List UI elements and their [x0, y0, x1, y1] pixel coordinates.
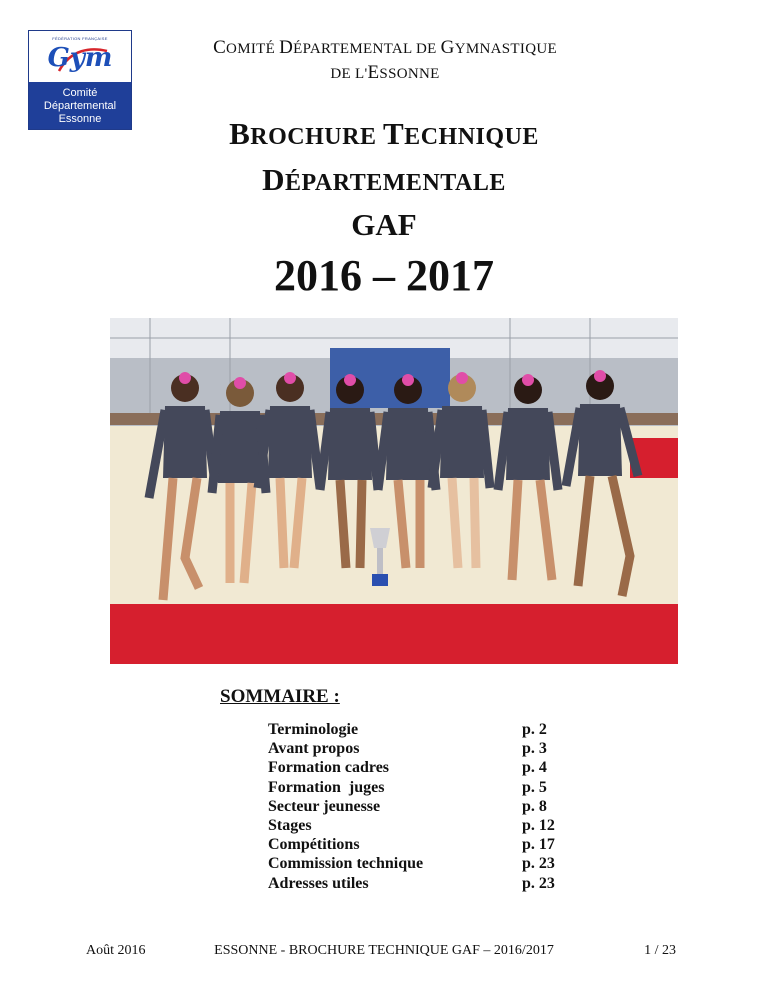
- committee-name: COMITÉ DÉPARTEMENTAL DE GYMNASTIQUE: [213, 37, 557, 58]
- toc-page: p. 8: [522, 797, 547, 815]
- toc-label: Secteur jeunesse: [268, 797, 381, 815]
- toc-entry: [268, 778, 568, 797]
- toc-entry: [268, 835, 568, 854]
- gymnasts-photo-image: [110, 318, 678, 664]
- toc-entry: [268, 739, 568, 758]
- toc-entry: [268, 854, 568, 873]
- season-years: 2016 – 2017: [274, 251, 494, 300]
- gymnasts-photo: [110, 318, 678, 664]
- toc-entry: [268, 720, 568, 739]
- toc-entry: [268, 816, 568, 835]
- toc-label: Terminologie: [268, 721, 359, 738]
- footer-page-number: 1 / 23: [644, 943, 676, 958]
- logo-line: Essonne: [58, 113, 102, 125]
- toc-label: Formation cadres: [268, 759, 390, 777]
- toc-entry: [268, 874, 568, 893]
- toc-label: Compétitions: [268, 836, 360, 854]
- committee-region: DE L'ESSONNE: [330, 62, 440, 83]
- brochure-title-gaf: GAF: [351, 207, 417, 242]
- logo-federation-text: FÉDÉRATION FRANÇAISE: [52, 36, 108, 41]
- toc-page: p. 4: [522, 759, 547, 777]
- toc-entry: [268, 797, 568, 816]
- logo-line: Départemental: [43, 100, 117, 112]
- toc-label: Commission technique: [268, 855, 424, 873]
- toc-page: p. 5: [522, 778, 547, 796]
- toc-page: p. 12: [522, 816, 555, 834]
- toc-label: Adresses utiles: [268, 874, 369, 892]
- toc-label: Formation juges: [268, 778, 385, 796]
- committee-line-2: [160, 61, 610, 86]
- toc-entry: [268, 758, 568, 777]
- toc-label: Avant propos: [268, 740, 360, 758]
- logo-wordmark: Gym: [47, 43, 113, 73]
- committee-header: [160, 36, 610, 86]
- toc-page: p. 17: [522, 836, 555, 854]
- toc-page: p. 3: [522, 740, 547, 758]
- brochure-title-line-1: BROCHURE TECHNIQUE: [229, 116, 539, 151]
- committee-logo: [28, 30, 132, 130]
- toc-page: p. 23: [522, 874, 555, 892]
- brochure-title-line-2: DÉPARTEMENTALE: [262, 162, 506, 197]
- toc-page: p. 23: [522, 855, 555, 873]
- footer-date: Août 2016: [86, 943, 146, 958]
- logo-emblem: [29, 31, 131, 77]
- logo-line: Comité: [62, 87, 98, 99]
- committee-line-1: [160, 36, 610, 61]
- sommaire-heading: SOMMAIRE :: [220, 686, 340, 707]
- toc-label: Stages: [268, 816, 312, 834]
- footer-title: ESSONNE - BROCHURE TECHNIQUE GAF – 2016/2017: [214, 943, 554, 958]
- toc-page: p. 2: [522, 721, 547, 738]
- table-of-contents: [268, 720, 568, 893]
